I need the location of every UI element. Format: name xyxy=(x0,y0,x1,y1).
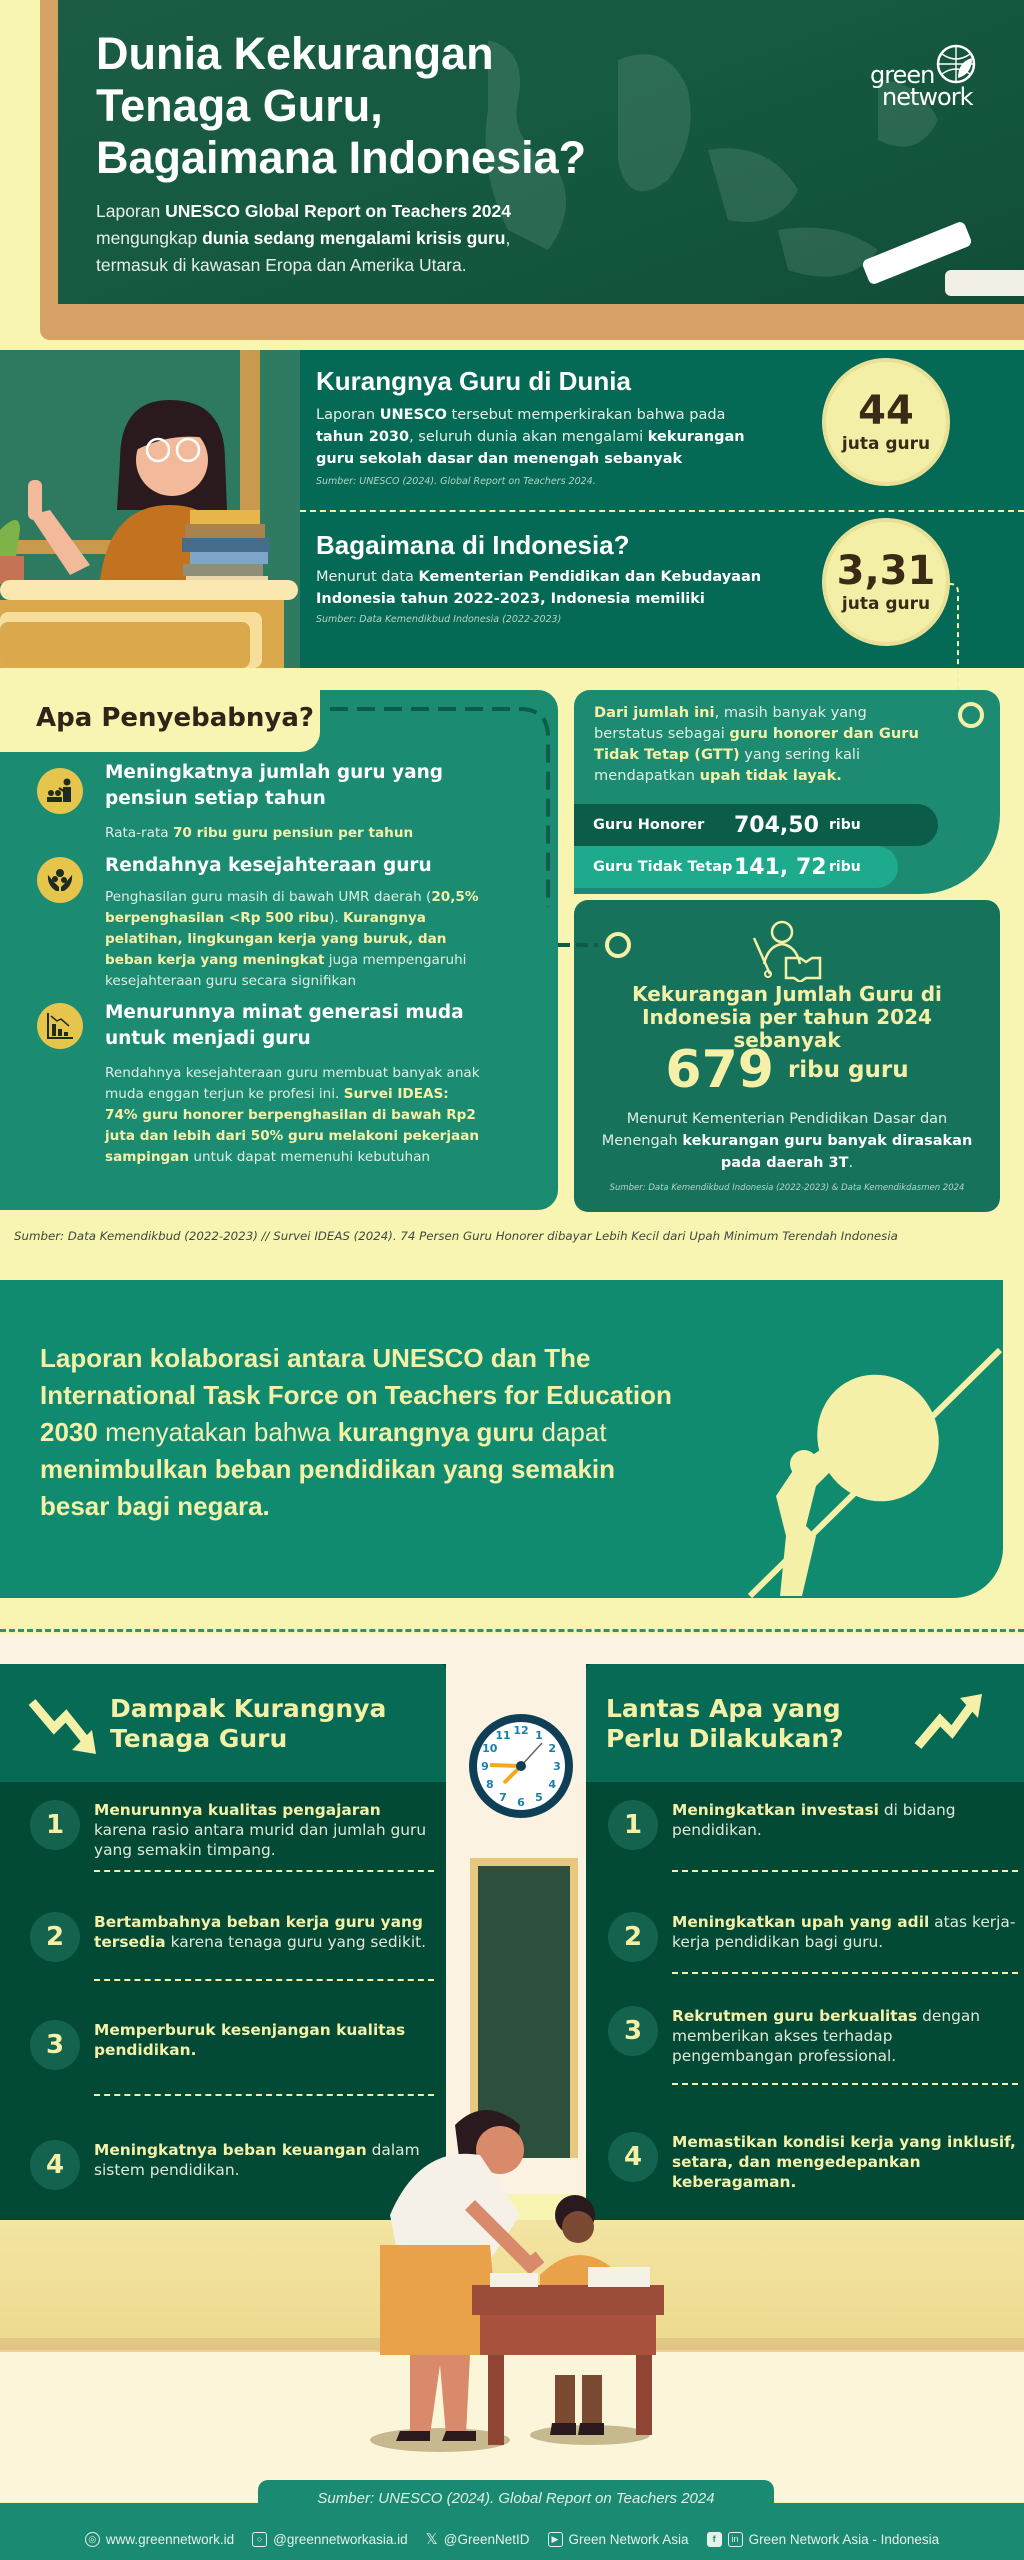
item-divider xyxy=(94,1979,434,1981)
globe-icon: ◎ xyxy=(85,2532,100,2547)
cause-heading: Rendahnya kesejahteraan guru xyxy=(105,855,432,876)
world-text: Laporan UNESCO tersebut memperkirakan bahwa pada tahun 2030, seluruh dunia akan mengalami kekurangan guru sekolah dasar dan menengah sebanyak xyxy=(316,407,745,467)
impact-heading: Dampak Kurangnya Tenaga Guru xyxy=(110,1694,387,1753)
facebook-linkedin-link[interactable]: f in Green Network Asia - Indonesia xyxy=(707,2530,940,2548)
list-item xyxy=(30,1912,434,1962)
gtt-row xyxy=(574,846,898,888)
item-text: Memastikan kondisi kerja yang inklusif, setara, dan mengedepankan keberagaman. xyxy=(672,2133,1016,2191)
actions-heading: Lantas Apa yang Perlu Dilakukan? xyxy=(606,1694,844,1753)
teacher-students-icon xyxy=(37,768,83,814)
clock-number: 7 xyxy=(499,1791,507,1805)
list-item xyxy=(30,1800,434,1860)
item-text: Meningkatkan upah yang adil atas kerja-kerja pendidikan bagi guru. xyxy=(672,1913,1016,1951)
cause-text: Rata-rata 70 ribu guru pensiun per tahun xyxy=(105,825,414,841)
logo-wordmark: green network xyxy=(870,61,973,111)
row-label: Guru Honorer xyxy=(593,817,705,833)
world-source: Sumber: UNESCO (2024). Global Report on Teachers 2024. xyxy=(316,476,596,487)
item-number: 3 xyxy=(30,2020,80,2070)
item-text: Bertambahnya beban kerja guru yang tersedia karena tenaga guru yang sedikit. xyxy=(94,1913,427,1951)
trend-down-icon xyxy=(26,1698,98,1758)
hands-money-icon xyxy=(37,857,83,903)
list-item xyxy=(30,2020,434,2070)
intro-text: Laporan UNESCO Global Report on Teachers 2024 mengungkap dunia sedang mengalami krisis guru, termasuk di kawasan Eropa dan Amerika Utara. xyxy=(96,201,511,275)
x-link[interactable]: 𝕏 @GreenNetID xyxy=(425,2531,530,2548)
item-divider xyxy=(672,2083,1018,2085)
clock-number: 8 xyxy=(485,1778,494,1791)
clock-number: 11 xyxy=(495,1728,511,1742)
causes-heading: Apa Penyebabnya? xyxy=(36,703,314,733)
cause-heading: Menurunnya minat generasi muda untuk menjadi guru xyxy=(105,1002,464,1049)
clock-number: 12 xyxy=(513,1724,529,1737)
indonesia-stat-bubble xyxy=(822,518,950,646)
indonesia-text: Menurut data Kementerian Pendidikan dan Kebudayaan Indonesia tahun 2022-2023, Indonesia memiliki xyxy=(316,569,762,607)
title-line: Bagaimana Indonesia? xyxy=(96,132,587,183)
world-heading: Kurangnya Guru di Dunia xyxy=(316,366,631,396)
list-item xyxy=(608,2006,1018,2066)
footer-source: Sumber: UNESCO (2024). Global Report on Teachers 2024 xyxy=(317,2490,715,2507)
teacher-illustration xyxy=(0,350,300,668)
world-stat-value: 44 xyxy=(858,388,914,434)
x-icon: 𝕏 xyxy=(425,2531,438,2548)
title-line: Dunia Kekurangan xyxy=(96,28,494,79)
item-text: Meningkatnya beban keuangan dalam sistem pendidikan. xyxy=(94,2141,420,2179)
page-title xyxy=(96,28,586,184)
shortage-value: 679 xyxy=(665,1040,774,1100)
clock-number: 5 xyxy=(535,1791,543,1805)
world-stat-bubble xyxy=(822,358,950,486)
item-text: Rekrutmen guru berkualitas dengan memberikan akses terhadap pengembangan professional. xyxy=(672,2007,981,2065)
cause-text: Rendahnya kesejahteraan guru membuat banyak anak muda enggan terjun ke profesi ini. Survei IDEAS: 74% guru honorer berpenghasilan di bawah Rp2 juta dan lebih dari 50% guru melakoni pekerjaan sampingan untuk dapat memenuhi kebutuhan xyxy=(105,1065,480,1165)
world-stat-unit: juta guru xyxy=(841,434,931,454)
shortage-source: Sumber: Data Kemendikbud Indonesia (2022-2023) & Data Kemendikdasmen 2024 xyxy=(609,1183,965,1193)
divider xyxy=(300,510,1024,512)
divider xyxy=(0,1629,1024,1632)
clock-number: 10 xyxy=(482,1742,498,1755)
clock-number: 3 xyxy=(553,1760,561,1773)
chalk-icon xyxy=(945,270,1024,296)
item-number: 2 xyxy=(30,1912,80,1962)
indonesia-stat-value: 3,31 xyxy=(836,548,936,594)
youtube-link[interactable]: ▶ Green Network Asia xyxy=(548,2530,689,2548)
instagram-link[interactable]: ○ @greennetworkasia.id xyxy=(252,2530,408,2548)
website-link[interactable]: ◎ www.greennetwork.id xyxy=(85,2530,234,2548)
footer-links xyxy=(0,2530,1024,2548)
item-number: 4 xyxy=(30,2140,80,2190)
shortage-unit: ribu guru xyxy=(787,1057,909,1083)
facebook-icon: f xyxy=(707,2532,722,2547)
cause-heading: Meningkatnya jumlah guru yang pensiun setiap tahun xyxy=(105,762,443,809)
clock-number: 6 xyxy=(517,1796,525,1809)
teacher-student-illustration xyxy=(360,2095,680,2455)
declining-chart-icon xyxy=(37,1003,83,1049)
clock-number: 2 xyxy=(548,1742,557,1755)
sisyphus-pushing-boulder-icon xyxy=(730,1348,1004,1598)
row-unit: ribu xyxy=(829,817,861,833)
connector-node-icon xyxy=(956,700,986,730)
clock-number: 9 xyxy=(481,1760,489,1773)
item-text: Menurunnya kualitas pengajaran karena rasio antara murid dan jumlah guru yang semakin timpang. xyxy=(94,1801,427,1859)
title-line: Tenaga Guru, xyxy=(96,80,383,131)
indonesia-stat-unit: juta guru xyxy=(841,594,931,614)
item-number: 2 xyxy=(608,1912,658,1962)
item-number: 1 xyxy=(608,1800,658,1850)
cause-text: Penghasilan guru masih di bawah UMR daerah (20,5% berpenghasilan <Rp 500 ribu). Kurangnya pelatihan, lingkungan kerja yang buruk, dan beban kerja yang meningkat juga mempengaruhi kesejahteraan guru secara signifikan xyxy=(105,889,479,989)
collab-text: Laporan kolaborasi antara UNESCO dan The International Task Force on Teachers for Education 2030 menyatakan bahwa kurangnya guru dapat menimbulkan beban pendidikan yang semakin besar bagi negara. xyxy=(40,1343,672,1521)
honorer-row xyxy=(574,804,938,846)
row-label: Guru Tidak Tetap xyxy=(593,859,733,875)
clock-icon xyxy=(466,1711,576,1821)
item-divider xyxy=(94,1870,434,1872)
clock-number: 1 xyxy=(535,1728,543,1742)
trend-up-icon xyxy=(912,1690,984,1754)
indonesia-source: Sumber: Data Kemendikbud Indonesia (2022-2023) xyxy=(316,614,562,625)
instagram-icon: ○ xyxy=(252,2532,267,2547)
teacher-book-icon xyxy=(748,918,822,982)
row-unit: ribu xyxy=(829,859,861,875)
shortage-text: Menurut Kementerian Pendidikan Dasar dan Menengah kekurangan guru banyak dirasakan pada daerah 3T. xyxy=(601,1111,973,1171)
item-number: 3 xyxy=(608,2006,658,2056)
list-item xyxy=(608,1800,1018,1850)
item-divider xyxy=(672,1972,1018,1974)
shortage-stat xyxy=(574,1040,1000,1100)
shortage-heading: Kekurangan Jumlah Guru di Indonesia per tahun 2024 sebanyak xyxy=(632,982,942,1052)
indonesia-heading: Bagaimana di Indonesia? xyxy=(316,530,630,560)
list-item xyxy=(608,1912,1018,1962)
clock-number: 4 xyxy=(548,1778,557,1791)
row-value: 704,50 xyxy=(734,812,819,838)
linkedin-icon: in xyxy=(728,2532,743,2547)
item-text: Meningkatkan investasi di bidang pendidikan. xyxy=(672,1801,956,1839)
youtube-icon: ▶ xyxy=(548,2532,563,2547)
item-number: 4 xyxy=(608,2132,658,2182)
causes-source: Sumber: Data Kemendikbud (2022-2023) // Survei IDEAS (2024). 74 Persen Guru Honorer dibayar Lebih Kecil dari Upah Minimum Terendah Indonesia xyxy=(14,1229,898,1243)
row-value: 141, 72 xyxy=(734,854,827,880)
connector-node-icon xyxy=(558,930,638,960)
item-number: 1 xyxy=(30,1800,80,1850)
item-divider xyxy=(672,1870,1018,1872)
gtt-text: Dari jumlah ini, masih banyak yang berstatus sebagai guru honorer dan Guru Tidak Tetap (GTT) yang sering kali mendapatkan upah tidak layak. xyxy=(594,704,919,784)
item-text: Memperburuk kesenjangan kualitas pendidikan. xyxy=(94,2021,406,2059)
